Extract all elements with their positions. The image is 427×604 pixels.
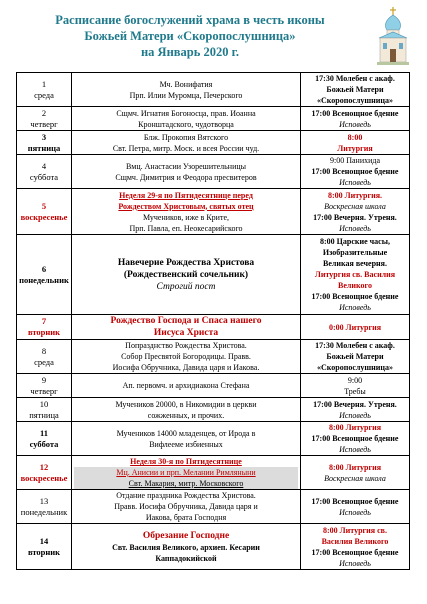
day-cell: 1 среда (17, 73, 72, 107)
services-cell: 8:00 Литургия (301, 131, 410, 155)
day-cell: 8 среда (17, 340, 72, 374)
church-icon (371, 6, 415, 66)
table-row (17, 490, 410, 524)
table-row (17, 524, 410, 570)
schedule-header (0, 0, 427, 66)
services-cell: 17:00 Вечерня. Утреня. Исповедь (301, 398, 410, 422)
schedule-table (16, 72, 410, 570)
day-cell: 11 суббота (17, 422, 72, 456)
services-cell: 8:00 Литургия 17:00 Всенощное бдение Исповедь (301, 422, 410, 456)
saints-cell: Мучеников 20000, в Никомидии в церкви сожженных, и прочих. (72, 398, 301, 422)
saints-cell: Неделя 30-я по Пятидесятнице Мц. Анисии и прп. Мелании Римляныни Свт. Макария, митр. Московского (72, 456, 301, 490)
day-cell: 10 пятница (17, 398, 72, 422)
day-cell: 13 понедельник (17, 490, 72, 524)
table-row (17, 456, 410, 490)
services-cell: 17:00 Всенощное бдение Исповедь (301, 107, 410, 131)
saints-cell: Попразднство Рождества Христова. Собор Пресвятой Богородицы. Правв. Иосифа Обручника, Давида царя и Иакова. (72, 340, 301, 374)
saints-cell: Ап. первомч. и архидиакона Стефана (72, 374, 301, 398)
table-row (17, 340, 410, 374)
table-row (17, 315, 410, 340)
table-row (17, 107, 410, 131)
table-row (17, 398, 410, 422)
day-cell: 3 пятница (17, 131, 72, 155)
day-cell: 12 воскресенье (17, 456, 72, 490)
table-row (17, 374, 410, 398)
table-row (17, 422, 410, 456)
table-row (17, 189, 410, 235)
table-row (17, 155, 410, 189)
saints-cell: Отдание праздника Рождества Христова. Правв. Иосифа Обручника, Давида царя и Иакова, брата Господня (72, 490, 301, 524)
saints-cell: Вмц. Анастасии Узорешительницы Сщмч. Димитрия и Феодора пресвитеров (72, 155, 301, 189)
services-cell: 9:00 Требы (301, 374, 410, 398)
services-cell: 17:00 Всенощное бдение Исповедь (301, 490, 410, 524)
day-cell: 6 понедельник (17, 235, 72, 315)
services-cell: 8:00 Литургия св. Василия Великого 17:00 Всенощное бдение Исповедь (301, 524, 410, 570)
saints-cell: Мч. Вонифатия Прп. Илии Муромца, Печерского (72, 73, 301, 107)
day-cell: 9 четверг (17, 374, 72, 398)
title-line-1: Расписание богослужений храма в честь иконы (55, 13, 325, 27)
day-cell: 5 воскресенье (17, 189, 72, 235)
table-row (17, 131, 410, 155)
saints-cell: Мучеников 14000 младенцев, от Ирода в Вифлееме избиенных (72, 422, 301, 456)
title-line-3: на Январь 2020 г. (140, 45, 239, 59)
saints-cell: Сщмч. Игнатия Богоносца, прав. Иоанна Кронштадского, чудотворца (72, 107, 301, 131)
services-cell: 9:00 Панихида 17:00 Всенощное бдение Исповедь (301, 155, 410, 189)
title-line-2: Божьей Матери «Скоропослушница» (84, 29, 296, 43)
saints-cell: Рождество Господа и Спаса нашего Иисуса Христа (72, 315, 301, 340)
saints-cell: Обрезание Господне Свт. Василия Великого, архиеп. Кесарии Каппадокийской (72, 524, 301, 570)
day-cell: 7 вторник (17, 315, 72, 340)
day-cell: 14 вторник (17, 524, 72, 570)
saints-cell: Неделя 29-я по Пятидесятнице перед Рождеством Христовым, святых отец Мучеников, иже в Крите, Прп. Павла, еп. Неокесарийского (72, 189, 301, 235)
table-row (17, 73, 410, 107)
services-cell: 8:00 Литургия Воскресная школа (301, 456, 410, 490)
services-cell: 17:30 Молебен с акаф. Божьей Матери «Скоропослушница» (301, 340, 410, 374)
saints-cell: Навечерие Рождества Христова (Рождественский сочельник) Строгий пост (72, 235, 301, 315)
services-cell: 8:00 Царские часы, Изобразительные Великая вечерня. Литургия св. Василия Великого 17:00 Всенощное бдение Исповедь (301, 235, 410, 315)
table-row (17, 235, 410, 315)
services-cell: 0:00 Литургия (301, 315, 410, 340)
saints-cell: Блж. Прокопия Вятского Свт. Петра, митр. Моск. и всея России чуд. (72, 131, 301, 155)
day-cell: 2 четверг (17, 107, 72, 131)
services-cell: 8:00 Литургия. Воскресная школа 17:00 Вечерня. Утреня. Исповедь (301, 189, 410, 235)
day-cell: 4 суббота (17, 155, 72, 189)
services-cell: 17:30 Молебен с акаф. Божьей Матери «Скоропослушница» (301, 73, 410, 107)
